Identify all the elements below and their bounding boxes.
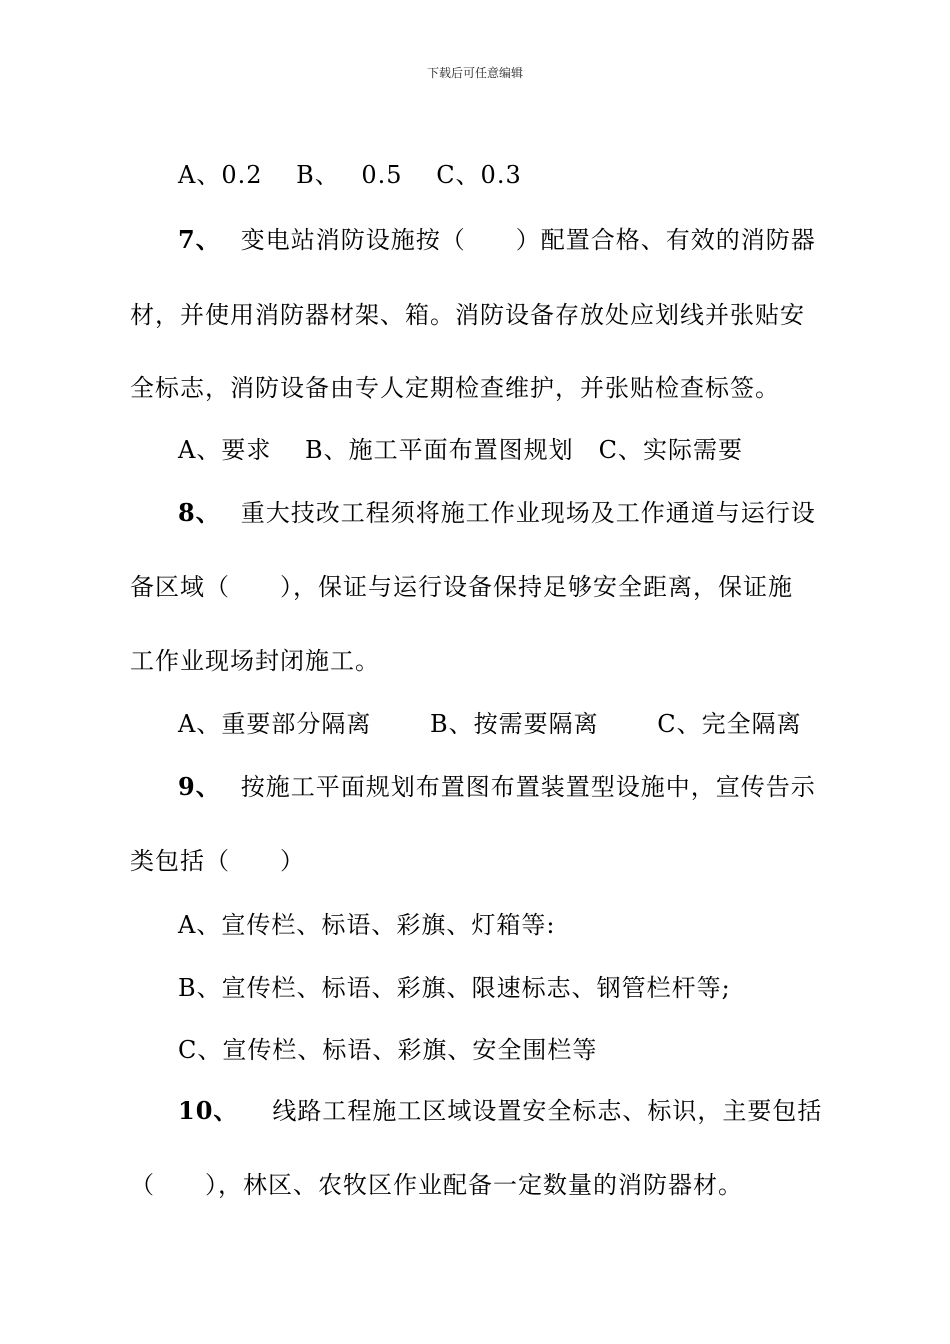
q9-text-1: 按施工平面规划布置图布置装置型设施中，宣传告示 (240, 773, 816, 801)
page-header: 下载后可任意编辑 (426, 66, 523, 80)
q10-line1 (178, 1096, 830, 1126)
q10-number: 10、 (178, 1096, 239, 1125)
q8-text-1: 重大技改工程须将施工作业现场及工作通道与运行设 (240, 499, 816, 527)
q9-line1 (178, 772, 830, 802)
q7-line2: 材，并使用消防器材架、箱。消防设备存放处应划线并张贴安 (130, 301, 805, 329)
q7-line3: 全标志，消防设备由专人定期检查维护，并张贴检查标签。 (130, 374, 780, 402)
q7-options: A、要求 B、施工平面布置图规划 C、实际需要 (178, 436, 743, 464)
q9-option-b: B、宣传栏、标语、彩旗、限速标志、钢管栏杆等; (178, 974, 731, 1002)
q9-number: 9、 (178, 772, 221, 801)
q8-number: 8、 (178, 498, 221, 527)
q9-option-c: C、宣传栏、标语、彩旗、安全围栏等 (178, 1036, 598, 1064)
q9-option-a: A、宣传栏、标语、彩旗、灯箱等: (178, 911, 556, 939)
q7-text-1: 变电站消防设施按（ ）配置合格、有效的消防器 (240, 226, 816, 254)
q10-line2: （ ），林区、农牧区作业配备一定数量的消防器材。 (130, 1171, 743, 1199)
q6-options: A、0.2 B、 0.5 C、0.3 (178, 161, 522, 189)
q8-line1 (178, 498, 830, 528)
q9-line2: 类包括（ ） (130, 847, 305, 875)
q10-text-1: 线路工程施工区域设置安全标志、标识，主要包括 (272, 1097, 823, 1125)
q8-options: A、重要部分隔离 B、按需要隔离 C、完全隔离 (178, 710, 802, 738)
q7-line1 (178, 225, 830, 255)
q8-line3: 工作业现场封闭施工。 (130, 647, 380, 675)
q8-line2: 备区域（ ），保证与运行设备保持足够安全距离，保证施 (130, 573, 793, 601)
q7-number: 7、 (178, 225, 221, 254)
